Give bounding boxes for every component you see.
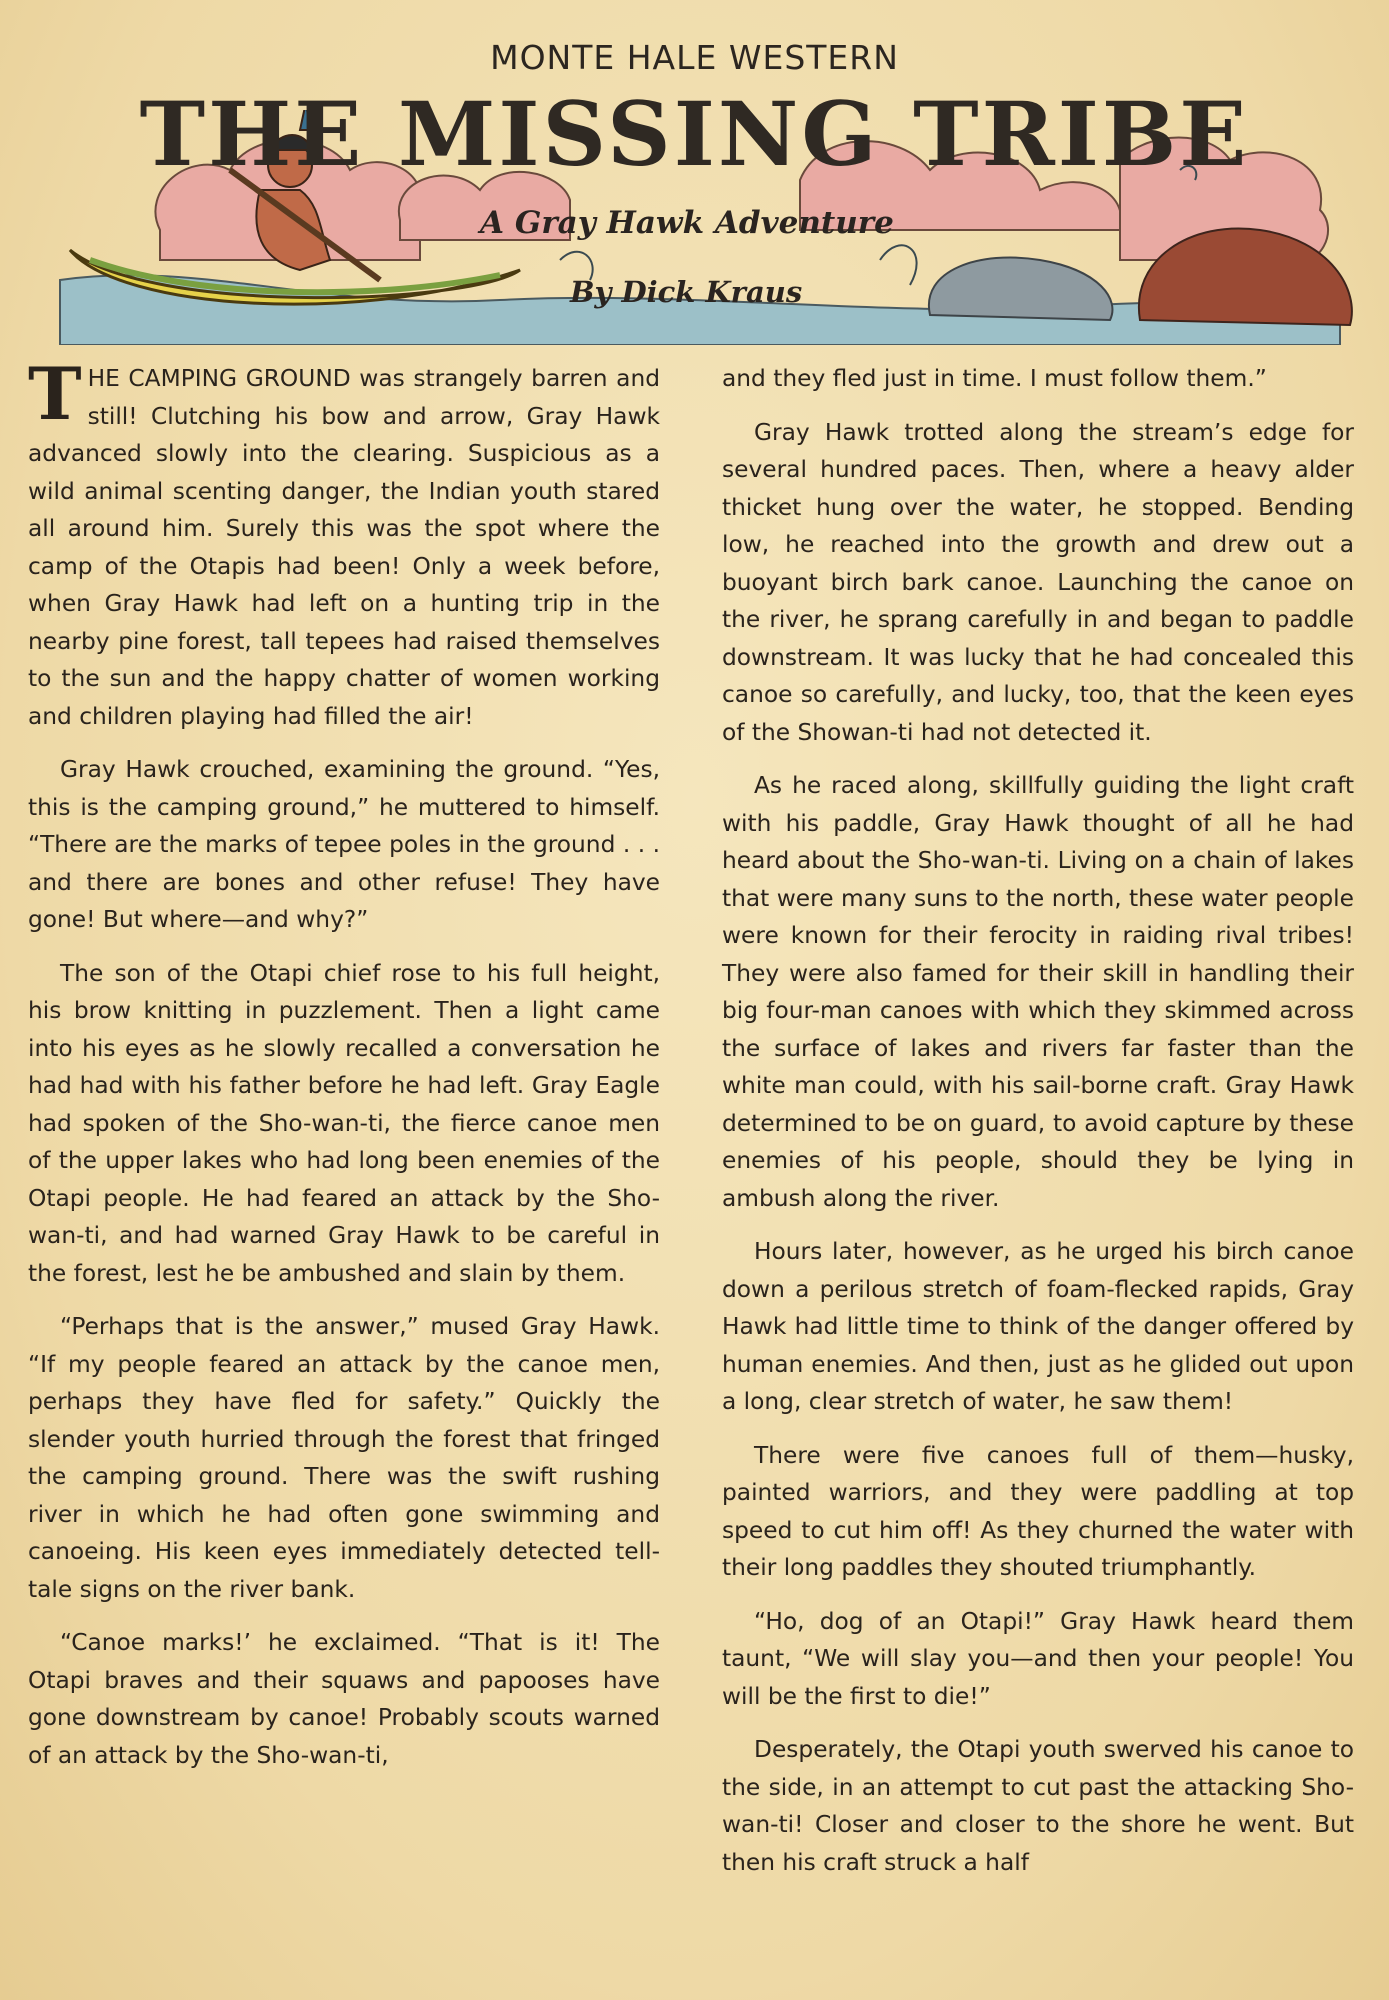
author-byline: By Dick Kraus [570, 275, 803, 309]
paragraph: The son of the Otapi chief rose to his full height, his brow knitting in puzzlement. Then a light came into his eyes as he slowly recalled a conversation he had had with his father before he had left. Gray Eagle had spoken of the Sho-wan-ti, the fierce canoe men of the upper lakes who had long been enemies of the Otapi people. He had feared an attack by the Sho-wan-ti, and had warned Gray Hawk to be careful in the forest, lest he be ambushed and slain by them. [28, 959, 660, 1287]
story-header [0, 0, 1389, 345]
paragraph: THE CAMPING GROUND was strangely barren and still! Clutching his bow and arrow, Gray Hawk advanced slowly into the clearing. Suspicious as a wild animal scenting danger, the Indian youth stared all around him. Surely this was the spot where the camp of the Otapis had been! Only a week before, when Gray Hawk had left on a hunting trip in the nearby pine forest, tall tepees had raised themselves to the sun and the happy chatter of women working and children playing had filled the air! [28, 351, 660, 730]
right-column [722, 360, 1354, 1897]
paragraph: “Perhaps that is the answer,” mused Gray Hawk. “If my people feared an attack by the canoe men, perhaps they have fled for safety.” Quickly the slender youth hurried through the forest that fringed the camping ground. There was the swift rushing river in which he had often gone swimming and canoeing. His keen eyes immediately detected tell-tale signs on the river bank. [28, 1313, 660, 1603]
paragraph: Gray Hawk trotted along the stream’s edge for several hundred paces. Then, where a heavy alder thicket hung over the water, he stopped. Bending low, he reached into the growth and drew out a buoyant birch bark canoe. Launching the canoe on the river, he sprang carefully in and began to paddle downstream. It was lucky that he had concealed this canoe so carefully, and lucky, too, that the keen eyes of the Showan-ti had not detected it. [722, 418, 1354, 746]
drop-cap: T [28, 351, 82, 436]
paragraph: As he raced along, skillfully guiding the light craft with his paddle, Gray Hawk thought of all he had heard about the Sho-wan-ti. Living on a chain of lakes that were many suns to the north, these water people were known for their ferocity in raiding rival tribes! They were also famed for their skill in handling their big four-man canoes with which they skimmed across the surface of lakes and rivers far faster than the white man could, with his sail-borne craft. Gray Hawk determined to be on guard, to avoid capture by these enemies of his people, should they be lying in ambush along the river. [722, 772, 1354, 1212]
left-column [28, 351, 660, 1790]
paragraph: Gray Hawk crouched, examining the ground. “Yes, this is the camping ground,” he muttered to himself. “There are the marks of tepee poles in the ground . . . and there are bones and other refuse! They have gone! But where—and why?” [28, 756, 660, 933]
story-title: THE MISSING TRIBE [139, 82, 1250, 186]
gray-rock [929, 257, 1113, 320]
series-title: MONTE HALE WESTERN [490, 38, 899, 77]
paragraph: Desperately, the Otapi youth swerved his canoe to the side, in an attempt to cut past the attacking Sho-wan-ti! Closer and closer to the shore he went. But then his craft struck a half [722, 1736, 1354, 1876]
paragraph: “Canoe marks!’ he exclaimed. “That is it! The Otapi braves and their squaws and papooses have gone downstream by canoe! Probably scouts warned of an attack by the Sho-wan-ti, [28, 1629, 660, 1769]
paragraph: Hours later, however, as he urged his birch canoe down a perilous stretch of foam-flecked rapids, Gray Hawk had little time to think of the danger offered by human enemies. And then, just as he glided out upon a long, clear stretch of water, he saw them! [722, 1238, 1354, 1415]
paragraph: There were five canoes full of them—husky, painted warriors, and they were paddling at top speed to cut him off! As they churned the water with their long paddles they shouted triumphantly. [722, 1441, 1354, 1581]
paragraph: and they fled just in time. I must follow them.” [722, 365, 1267, 392]
paragraph: “Ho, dog of an Otapi!” Gray Hawk heard them taunt, “We will slay you—and then your people! You will be the first to die!” [722, 1607, 1354, 1710]
story-subtitle: A Gray Hawk Adventure [480, 205, 894, 241]
